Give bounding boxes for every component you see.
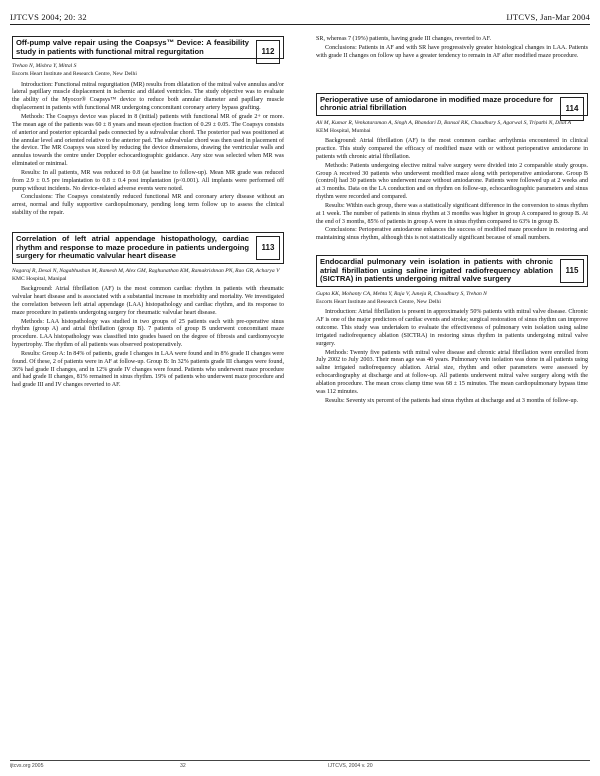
- abstract-paragraph: Methods: Twenty five patients with mitral valve disease and chronic atrial fibrillation were enrolled from July 2002 to July 2003. Their mean age was 40 years. Pulmonary vein isolation was done in all patients using saline irrigated radiofrequency ablation. Atrial size, rhythm and other parameters were assessed by echocardiography at discharge and at follow-up. All patients underwent mitral valve surgery along with the ablation procedure. The mean cross clamp time was 68 ± 15 minutes. The mean cardiopulmonary bypass time was 112 minutes.: [316, 349, 588, 395]
- abstract-paragraph: Results: Within each group, there was a statistically significant difference in the conversion to sinus rhythm at 1 week. The number of patients in sinus rhythm at 3 months was higher in group A compared to group B. At the end of 3 months, 85% of patients in group A were in sinus rhythm compared to 63% in group B.: [316, 202, 588, 225]
- abstract-header-box: [316, 93, 588, 116]
- abstract-affiliation: Escorts Heart Institute and Research Centre, New Delhi: [316, 299, 441, 306]
- abstract-authors: Trehan N, Mishra Y, Mittal S: [12, 63, 77, 70]
- abstract-115: [316, 255, 588, 405]
- abstract-paragraph: Background: Atrial fibrillation (AF) is the most common cardiac arrhythmia encountered in clinical practice. This study compared the efficacy of modified maze with or without perioperative amiodarone in patients with chronic atrial fibrillation.: [316, 138, 588, 160]
- abstract-number: 114: [560, 97, 584, 121]
- running-header: [10, 8, 590, 26]
- abstract-authors: Gupta KK, Mohanty CA, Mehta Y, Raja V, Juneja R, Choudhury S, Trehan N: [316, 290, 487, 297]
- abstract-113: [12, 232, 284, 390]
- abstract-paragraph: Methods: LAA histopathology was studied in two groups of 25 patients each with pre-operative sinus rhythm (group A) and atrial fibrillation (group B). 7 patients of group B underwent concomitant maze procedure. LAA histopathology was classified into grades based on the degree of fibrosis and cardiomyocyte hypertrophy. The rhythm of all patients was observed postoperatively.: [12, 318, 284, 349]
- abstract-paragraph: Results: Seventy six percent of the patients had sinus rhythm at discharge and at 3 months of follow-up.: [325, 397, 579, 404]
- abstract-112: [12, 36, 284, 218]
- abstract-paragraph: Conclusions: The Coapsys consistently reduced functional MR and coronary artery disease without an arrest, normal and fully supportive cardiopulmonary, pending long term follow up to assess the clinical stability of the repair.: [12, 194, 284, 217]
- journal-citation-right: IJTCVS, Jan-Mar 2004: [506, 12, 590, 22]
- abstract-authors: Ali M, Kumar R, Venkataraman A, Singh A, Bhandari D, Bansal RK, Chaudhary S, Agarwal S, Tripathi N, Dixit A: [316, 119, 572, 126]
- abstract-title: Endocardial pulmonary vein isolation in patients with chronic atrial fibrillation using saline irrigated radiofrequency ablation (SICTRA) in patients undergoing mitral valve surgery: [320, 257, 553, 284]
- abstract-paragraph: Results: Group A: In 84% of patients, grade I changes in LAA were found and in 8% grade II changes were found. Of these, 2 of patients were in AF at follow-up. Group B: In 32% patients grade III changes were found, 36% had grade II changes, and in 12% grade IV changes were found. Patients who underwent maze procedure and had grade II changes, 81% remained in sinus rhythm. 19% of patients who underwent maze procedure and had grade III and IV changes reverted to AF.: [12, 350, 284, 389]
- abstract-113-continued: [316, 36, 588, 61]
- abstract-paragraph: Methods: Patients undergoing elective mitral valve surgery were divided into 2 comparable study groups. Group A received 30 patients who underwent modified maze along with perioperative amiodarone. Group B (control) had 30 patients who underwent maze without amiodarone. Patients were followed up at 2 weeks and at 3 months. Data on the LA conduction and on rhythm on follow-up, echocardiographic parameters and sinus rhythm were recorded and compared.: [316, 162, 588, 201]
- left-column: [12, 36, 284, 398]
- abstract-number: 112: [256, 40, 280, 64]
- header-rule: [10, 24, 590, 25]
- abstract-header-box: [316, 255, 588, 287]
- abstract-affiliation: KEM Hospital, Mumbai: [316, 127, 371, 134]
- abstract-paragraph: SR, whereas 7 (19%) patients, having grade III changes, reverted to AF.: [316, 36, 491, 42]
- abstract-paragraph: Introduction: Atrial fibrillation is present in approximately 50% patients with mitral valve disease. Chronic AF is one of the major predictors of cardiac events and stroke; surgical restoration of sinus rhythm can improve outcome. This study was undertaken to evaluate the effectiveness of pulmonary vein isolation using saline irrigated radiofrequency ablation (SICTRA) in restoring sinus rhythm in patients undergoing mitral valve surgery.: [316, 309, 589, 347]
- abstract-header-box: [12, 36, 284, 59]
- abstract-header-box: [12, 232, 284, 264]
- abstract-affiliation: Escorts Heart Institute and Research Centre, New Delhi: [12, 71, 137, 78]
- abstract-114: [316, 93, 588, 244]
- abstract-paragraph: Introduction: Functional mitral regurgitation (MR) results from dilatation of the mitral valve annulus and/or lateral papillary muscle displacement in ischemic and dilated ventricles. The study objective was to evaluate the ability of the Myocor® Coapsys™ device to reduce both annular diameter and papillary muscle displacement in patients with functional MR undergoing concomitant coronary artery bypass grafting.: [12, 81, 284, 112]
- abstract-paragraph: Methods: The Coapsys device was placed in 8 (initial) patients with functional MR of grade 2+ or more. The mean age of the patients was 60 ± 8 years and mean ejection fraction of 0.29 ± 0.05. The Coapsys consists of anterior and posterior epicardial pads connected by a subvalvular chord. The posterior pad was positioned at the annular level and oriented relative to the anterior pad. The subvalvular chord was then used in placement of the device. The MR Coapsys was sized by reducing the device dimensions, drawing the ventricular walls and annulus towards the centre under Doppler echocardiographic guidance. Any size was selected when MR was eliminated or minimal.: [12, 113, 284, 168]
- page-footer: [10, 760, 590, 770]
- abstract-number: 115: [560, 259, 584, 283]
- journal-citation-left: IJTCVS 2004; 20: 32: [10, 12, 87, 22]
- abstract-affiliation: KMC Hospital, Manipal: [12, 275, 67, 282]
- footer-left: ijtcvs.org 2005: [10, 763, 44, 769]
- right-column: [316, 36, 588, 413]
- abstract-title: Correlation of left atrial appendage histopathology, cardiac rhythm and response to maze procedure in patients undergoing surgery for rheumatic valvular heart disease: [16, 233, 249, 261]
- abstract-title: Off-pump valve repair using the Coapsys™ Device: A feasibility study in patients with functional mitral regurgitation: [16, 38, 249, 56]
- abstract-paragraph: Conclusions: Patients in AF and with SR have progressively greater histological changes in LAA. Patients with grade II changes on follow up have a greater tendency to remain in AF after modified maze procedure.: [316, 44, 588, 59]
- footer-right: IJTCVS, 2004 v. 20: [328, 763, 373, 769]
- abstract-title: Perioperative use of amiodarone in modified maze procedure for chronic atrial fibrillation: [320, 94, 553, 113]
- footer-rule: [10, 760, 590, 761]
- abstract-authors: Nagaraj R, Desai N, Nagabhushan M, Ramesh M, Alex GM, Raghunathan KM, Ramakrishnan PN, Rao GR, Acharya V: [12, 267, 280, 274]
- abstract-paragraph: Conclusions: Perioperative amiodarone enhances the success of modified maze procedure in restoring and maintaining sinus rhythm, although this is not statistically significant because of small numbers.: [316, 227, 588, 242]
- abstract-paragraph: Results: In all patients, MR was reduced to 0.8 (at baseline to follow-up). Mean MR grade was reduced from 2.9 ± 0.5 pre implantation to 0.8 ± 0.4 post implantation (p<0.001). All implants were performed off pump without incidents. No device-related adverse events were noted.: [12, 169, 284, 192]
- abstract-paragraph: Background: Atrial fibrillation (AF) is the most common cardiac rhythm in patients with rheumatic valvular heart disease and is associated with a substantial increase in morbidity and mortality. We investigated the correlation between left atrial appendage (LAA) histopathology and cardiac rhythm, and its response to maze procedure in patients undergoing surgery for rheumatic valvular heart disease.: [12, 286, 284, 316]
- page-number: 32: [180, 763, 186, 769]
- abstract-number: 113: [256, 236, 280, 260]
